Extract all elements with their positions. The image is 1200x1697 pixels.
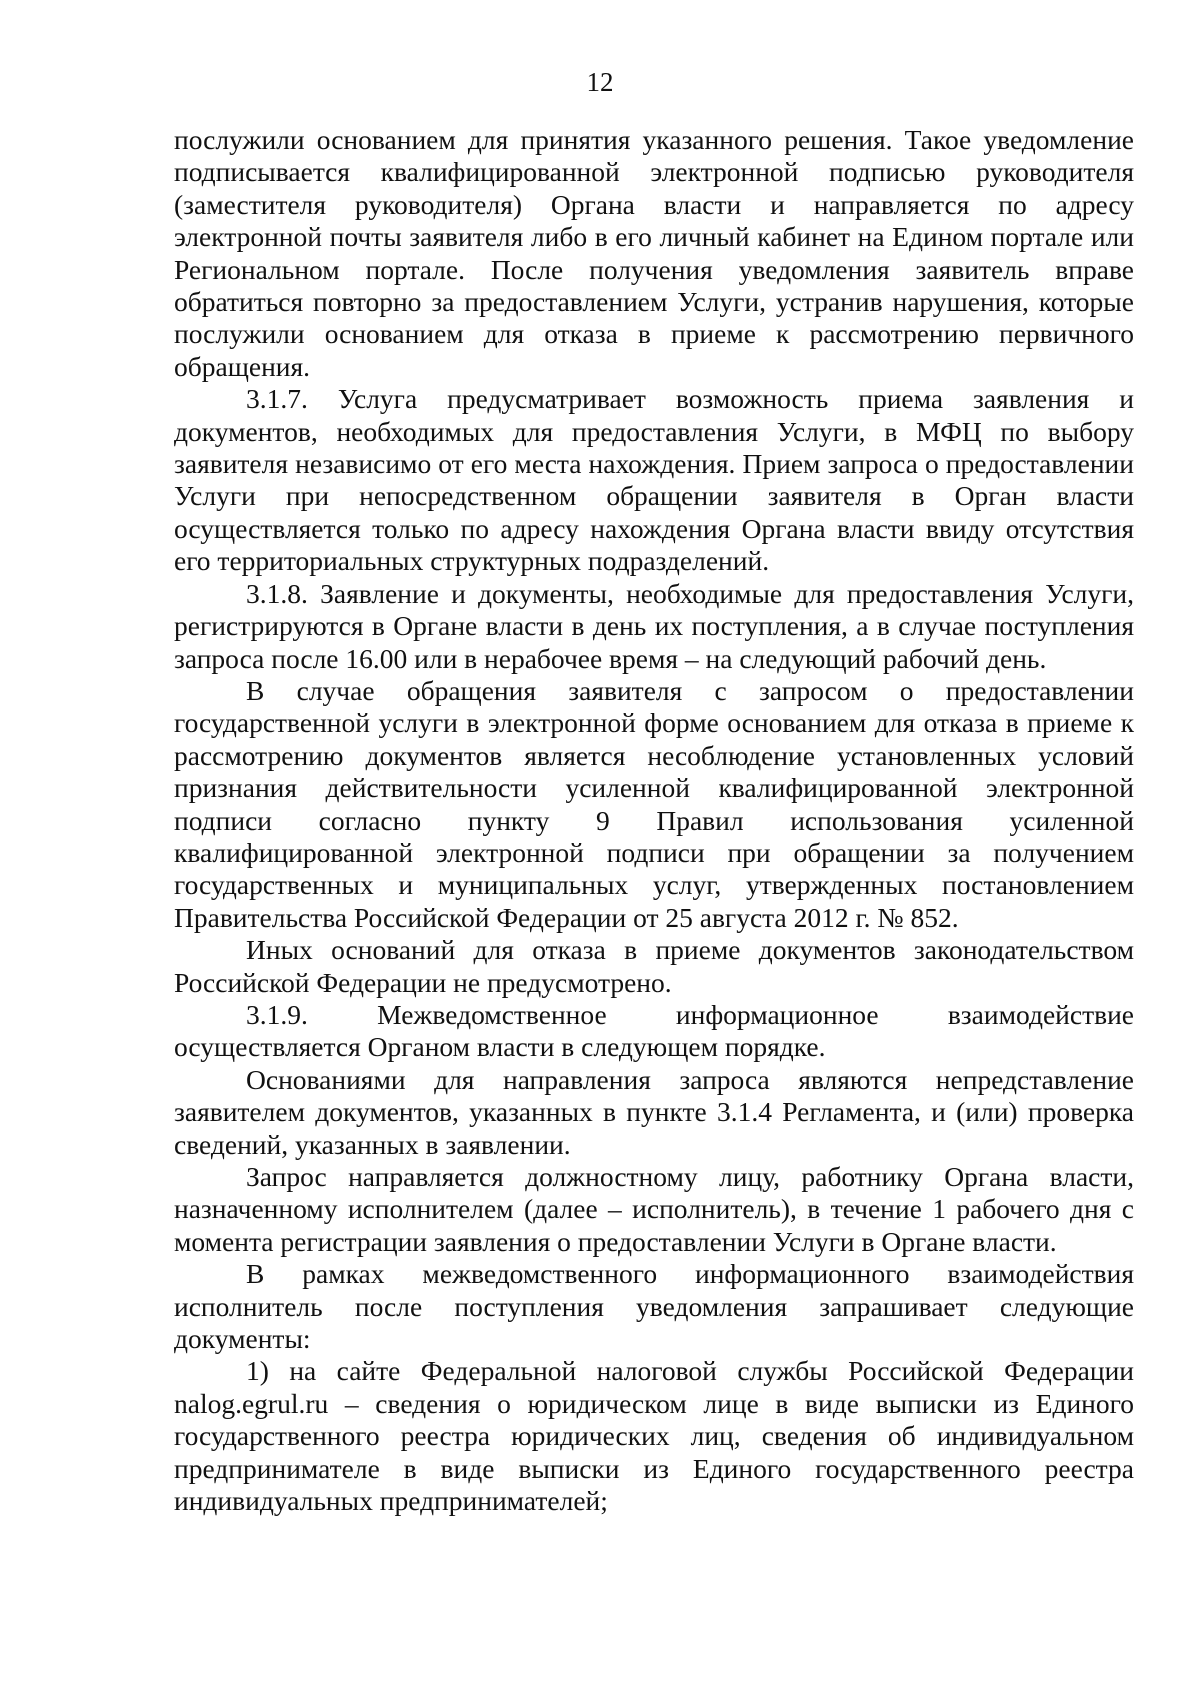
paragraph-request-sent: Запрос направляется должностному лицу, работнику Органа власти, назначенному исполнителем (далее – исполнитель), в течение 1 рабочего дня с момента регистрации заявления о предоставлении Услуги в Органе власти. [174, 1161, 1134, 1257]
paragraph-clause-3-1-7: 3.1.7. Услуга предусматривает возможность приема заявления и документов, необходимых для предоставления Услуги, в МФЦ по выбору заявителя независимо от его места нахождения. Прием запроса о предоставлении Услуги при непосредственном обращении заявителя в Орган власти осуществляется только по адресу нахождения Органа власти ввиду отсутствия его территориальных структурных подразделений. [174, 383, 1134, 577]
paragraph-electronic-refusal: В случае обращения заявителя с запросом о предоставлении государственной услуги в электронной форме основанием для отказа в приеме к рассмотрению документов является несоблюдение установленных условий признания действительности усиленной квалифицированной электронной подписи согласно пункту 9 Правил использования усиленной квалифицированной электронной подписи при обращении за получением государственных и муниципальных услуг, утвержденных постановлением Правительства Российской Федерации от 25 августа 2012 г. № 852. [174, 674, 1134, 933]
paragraph-no-other-grounds: Иных оснований для отказа в приеме документов законодательством Российской Федерации не предусмотрено. [174, 934, 1134, 998]
document-body [174, 124, 1134, 1517]
list-item-1: 1) на сайте Федеральной налоговой службы Российской Федерации nalog.egrul.ru – сведения о юридическом лице в виде выписки из Единого государственного реестра юридических лиц, сведения об индивидуальном предпринимателе в виде выписки из Единого государственного реестра индивидуальных предпринимателей; [174, 1355, 1134, 1517]
page-number: 12 [586, 67, 614, 97]
paragraph-interagency-docs: В рамках межведомственного информационного взаимодействия исполнитель после поступления уведомления запрашивает следующие документы: [174, 1258, 1134, 1355]
paragraph-request-grounds: Основаниями для направления запроса являются непредставление заявителем документов, указанных в пункте 3.1.4 Регламента, и (или) проверка сведений, указанных в заявлении. [174, 1063, 1134, 1160]
paragraph-clause-3-1-9: 3.1.9. Межведомственное информационное взаимодействие осуществляется Органом власти в следующем порядке. [174, 998, 1134, 1063]
paragraph-continuation: послужили основанием для принятия указанного решения. Такое уведомление подписывается квалифицированной электронной подписью руководителя (заместителя руководителя) Органа власти и направляется по адресу электронной почты заявителя либо в его личный кабинет на Едином портале или Региональном портале. После получения уведомления заявитель вправе обратиться повторно за предоставлением Услуги, устранив нарушения, которые послужили основанием для отказа в приеме к рассмотрению первичного обращения. [174, 124, 1134, 382]
paragraph-clause-3-1-8: 3.1.8. Заявление и документы, необходимые для предоставления Услуги, регистрируются в Органе власти в день их поступления, а в случае поступления запроса после 16.00 или в нерабочее время – на следующий рабочий день. [174, 577, 1134, 674]
